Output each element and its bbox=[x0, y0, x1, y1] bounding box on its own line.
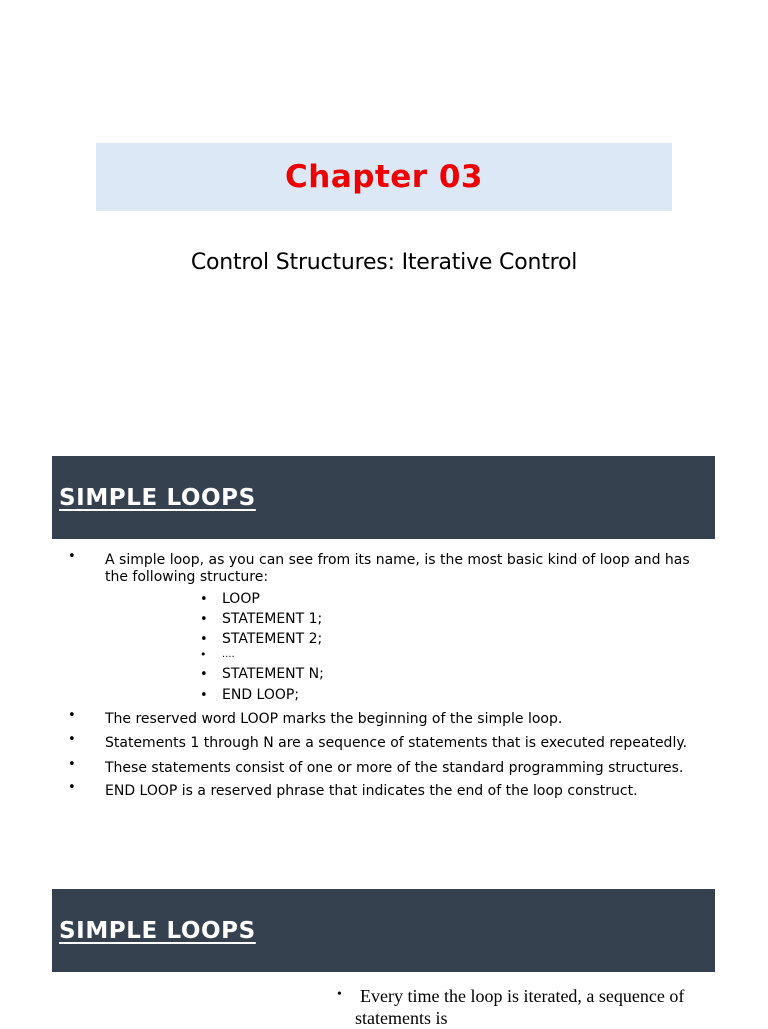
sub-bullet-item bbox=[200, 666, 622, 683]
bullet-dot: • bbox=[68, 549, 76, 564]
bullet-item bbox=[68, 549, 705, 586]
sub-bullet-text: LOOP bbox=[222, 591, 260, 607]
bullet-dot: • bbox=[337, 987, 342, 1002]
sub-bullet-item bbox=[200, 631, 622, 648]
bullet-dot: • bbox=[200, 667, 208, 682]
bullet-text: Every time the loop is iterated, a sequence of statements is bbox=[355, 986, 685, 1028]
bullet-text: Statements 1 through N are a sequence of statements that is executed repeatedly. bbox=[105, 735, 688, 751]
section-header-title: SIMPLE LOOPS bbox=[59, 917, 256, 944]
bullet-item bbox=[68, 780, 705, 800]
bullet-text: These statements consist of one or more of the standard programming structures. bbox=[105, 760, 684, 776]
bullet-text: END LOOP is a reserved phrase that indicates the end of the loop construct. bbox=[105, 783, 638, 799]
sub-bullet-item bbox=[200, 687, 622, 704]
bullet-dot: • bbox=[200, 688, 208, 703]
bullet-item bbox=[337, 985, 685, 1029]
bullet-dot: • bbox=[200, 632, 208, 647]
section-header-bar bbox=[52, 889, 715, 972]
sub-bullet-text: STATEMENT N; bbox=[222, 666, 324, 682]
sub-bullet-item bbox=[200, 591, 622, 608]
bullet-dot: • bbox=[68, 708, 76, 723]
sub-bullet-text: STATEMENT 2; bbox=[222, 631, 323, 647]
bullet-dot: • bbox=[200, 612, 208, 627]
bullet-dot: • bbox=[200, 592, 208, 607]
section-header-bar bbox=[52, 456, 715, 539]
bullet-item bbox=[68, 732, 705, 752]
sub-bullet-text: STATEMENT 1; bbox=[222, 611, 323, 627]
bullet-item bbox=[68, 757, 705, 777]
bullet-dot: • bbox=[68, 780, 76, 795]
chapter-title: Chapter 03 bbox=[285, 159, 483, 195]
chapter-subtitle: Control Structures: Iterative Control bbox=[190, 250, 578, 275]
bullet-text: A simple loop, as you can see from its name, is the most basic kind of loop and has the following structure: bbox=[105, 552, 690, 585]
section-header-title: SIMPLE LOOPS bbox=[59, 484, 256, 511]
chapter-title-box bbox=[96, 143, 672, 211]
sub-bullet-item bbox=[200, 648, 622, 662]
sub-bullet-item bbox=[200, 611, 622, 628]
bullet-item bbox=[68, 708, 705, 728]
sub-bullet-text: END LOOP; bbox=[222, 687, 300, 703]
bullet-text: The reserved word LOOP marks the beginning of the simple loop. bbox=[105, 711, 563, 727]
sub-bullet-text: .... bbox=[222, 649, 235, 660]
bullet-dot: • bbox=[68, 732, 76, 747]
bullet-dot: • bbox=[68, 757, 76, 772]
bullet-dot: • bbox=[200, 648, 207, 661]
